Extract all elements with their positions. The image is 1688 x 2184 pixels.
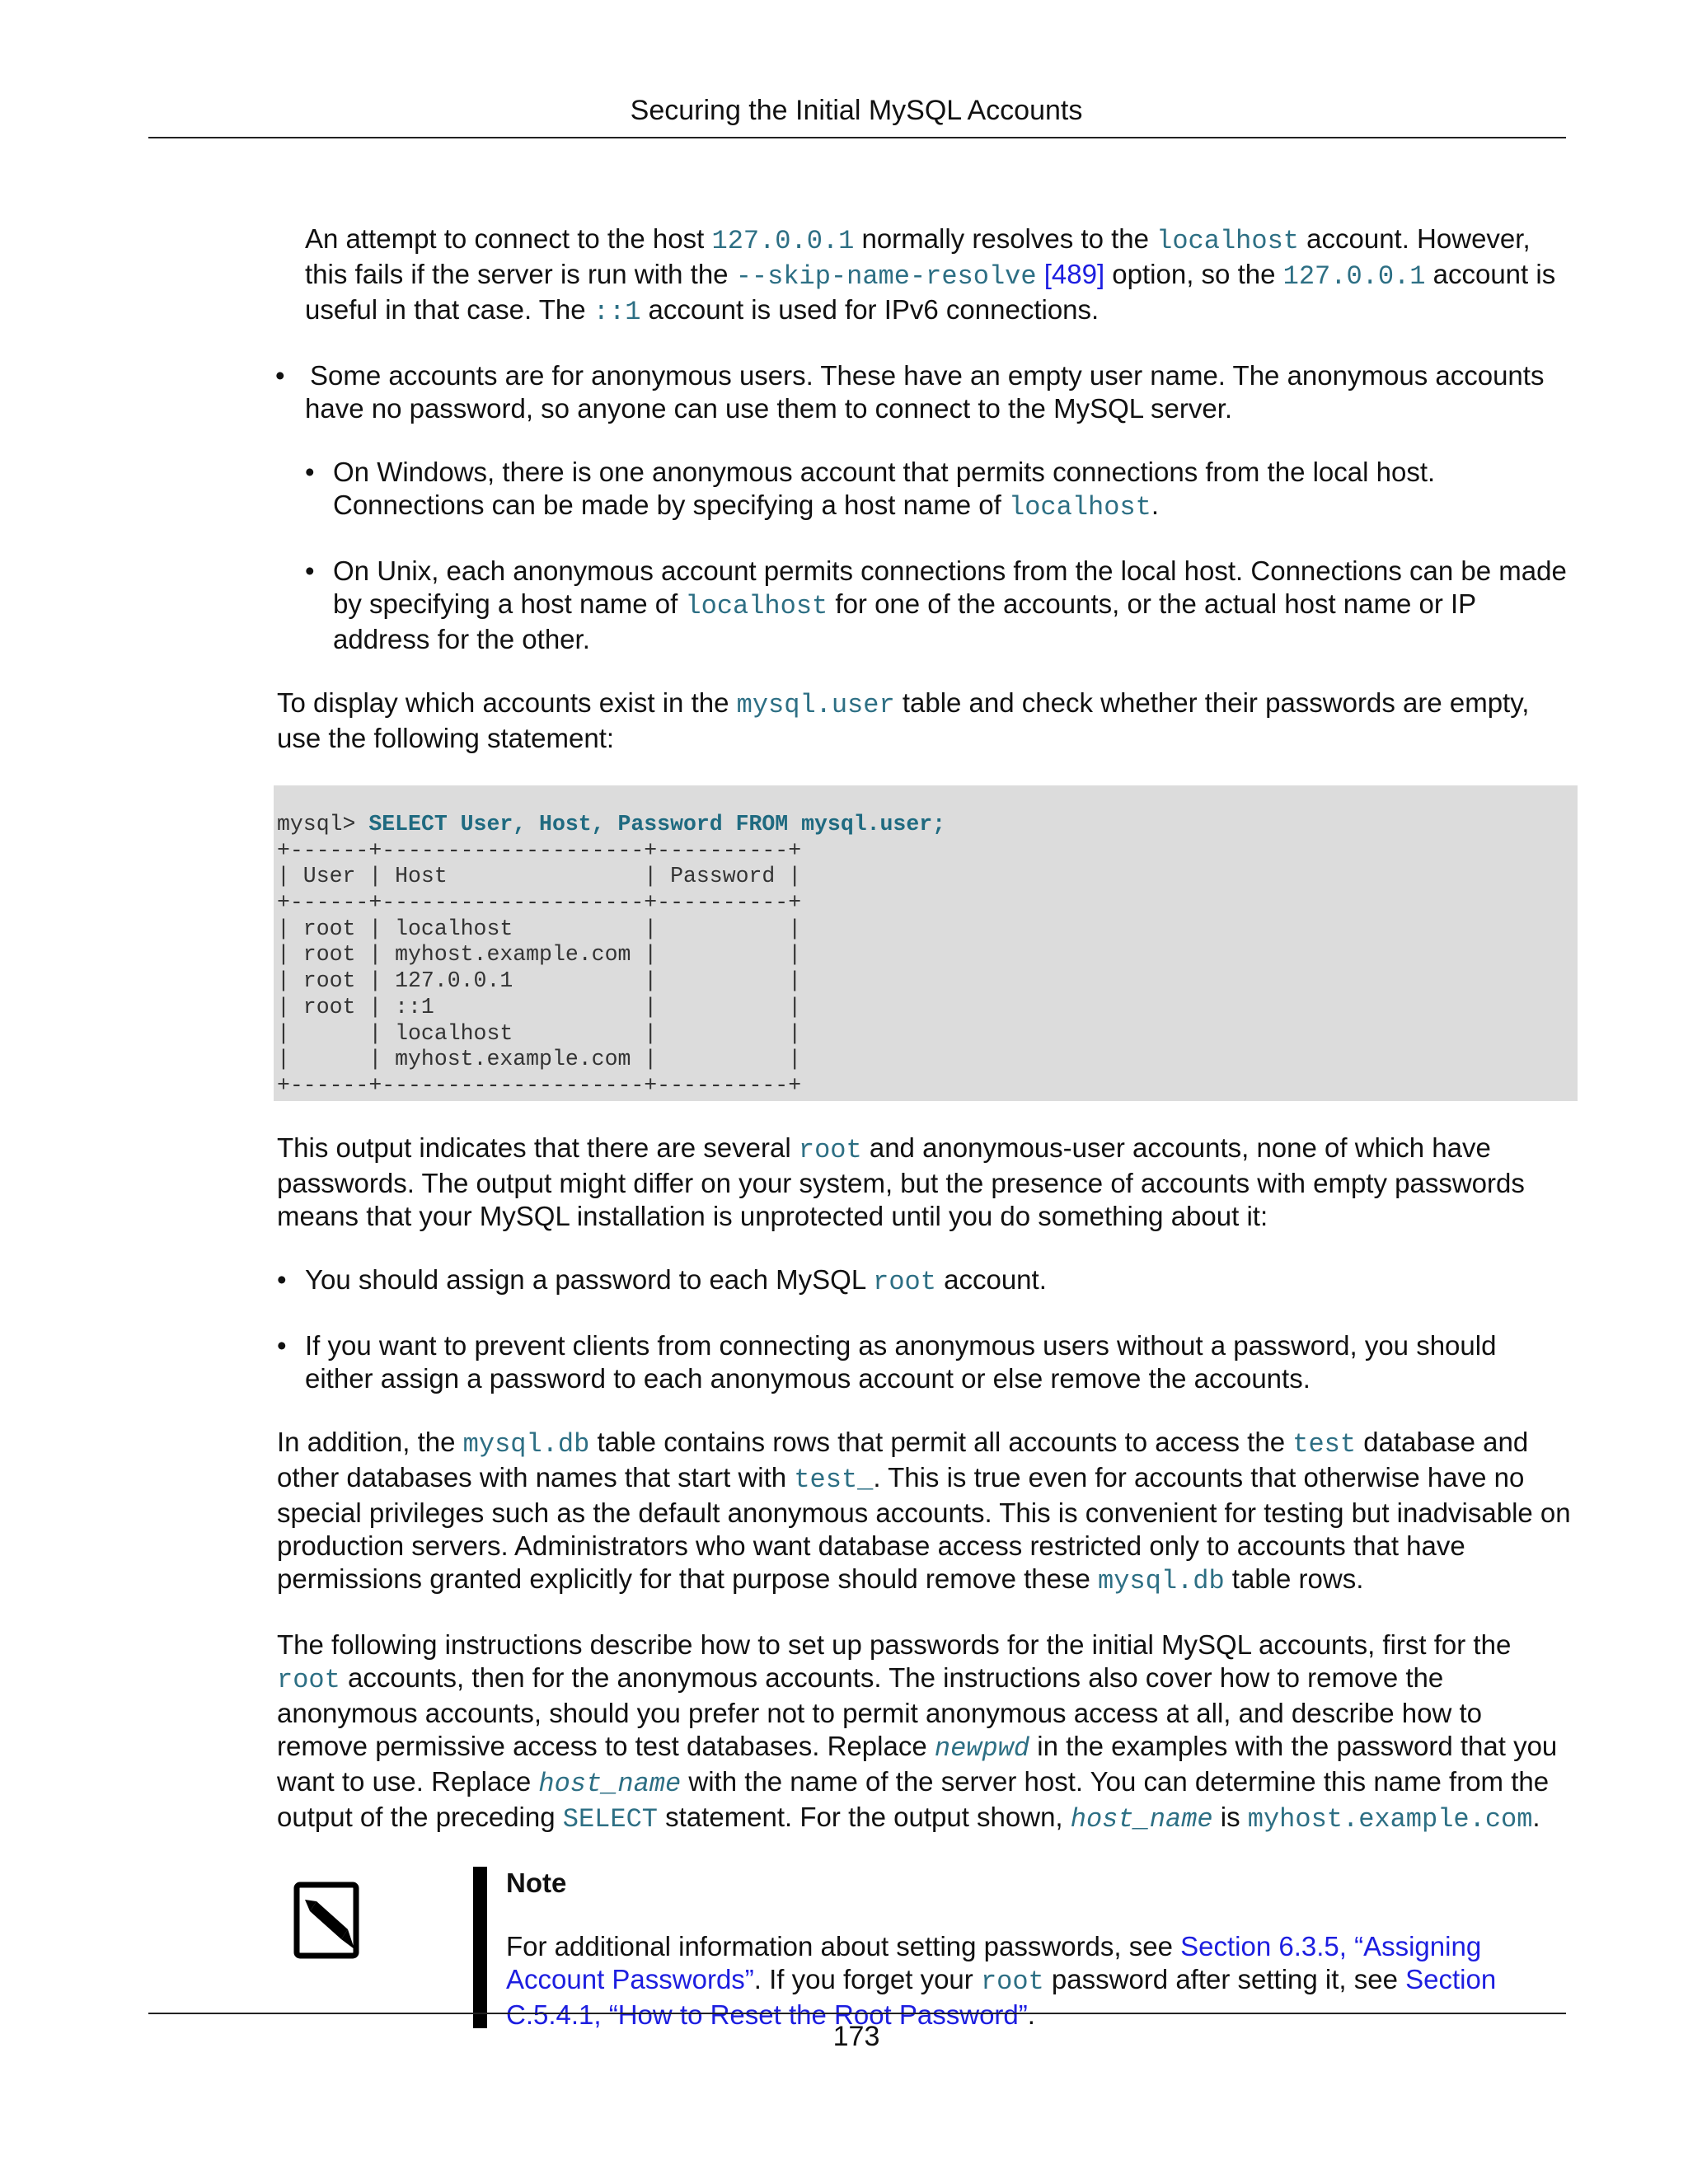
paragraph-localhost-resolution: An attempt to connect to the host 127.0.0.1 normally resolves to the localhost account. However, this fails if the server is run with the --skip-name-resolve [489] option, so the 127.0.0.1 account is useful in that case. The ::1 account is used for IPv6 connections. xyxy=(305,223,1556,327)
code-host-name: host_name xyxy=(538,1768,682,1799)
code-skip-name-resolve-link[interactable]: --skip-name-resolve xyxy=(735,261,1037,292)
program-output-line: +------+--------------------+----------+ xyxy=(277,1072,802,1098)
header-rule xyxy=(148,137,1566,138)
program-sql-statement: SELECT User, Host, Password FROM mysql.user; xyxy=(368,812,946,837)
program-statement-line xyxy=(277,812,1574,838)
paragraph-mysql-db: In addition, the mysql.db table contains rows that permit all accounts to access the test database and other databases with names that start with test_. This is true even for accounts that otherwise have no special privileges such as the default anonymous accounts. This is convenient for testing but inadvisable on production servers. Administrators who want database access restricted only to accounts that have permissions granted explicitly for that purpose should remove these mysql.db table rows. xyxy=(277,1426,1571,1596)
program-output-line: | root | 127.0.0.1 | | xyxy=(277,968,802,994)
code-root: root xyxy=(873,1266,936,1297)
program-prompt: mysql> xyxy=(277,812,369,837)
bullet-mark: • xyxy=(277,1263,287,1295)
program-output-line: | root | ::1 | | xyxy=(277,994,802,1019)
bullet-mark: • xyxy=(275,360,285,391)
note-title: Note xyxy=(506,1867,567,1898)
link-page-489[interactable]: [489] xyxy=(1036,259,1105,289)
code-localhost: localhost xyxy=(1009,492,1151,523)
code-root: root xyxy=(277,1664,340,1695)
code-ipv6: ::1 xyxy=(593,297,641,327)
note-text: For additional information about setting passwords, see Section 6.3.5, “Assigning Account Passwords”. If you forget your root password after setting it, see Section C.5.4.1, “How to Reset the Root Password”. xyxy=(506,1930,1497,2030)
page-content xyxy=(277,223,1571,2032)
program-output-line: | root | myhost.example.com | | xyxy=(277,942,802,968)
footer-rule xyxy=(148,2013,1566,2014)
list-item-assign-root-password: • You should assign a password to each MySQL root account. xyxy=(277,1263,1047,1297)
code-mysql-db: mysql.db xyxy=(462,1428,590,1460)
note-bar xyxy=(473,1867,487,2028)
code-root: root xyxy=(980,1966,1044,1997)
list-item-anonymous-accounts: • Some accounts are for anonymous users. These have an empty user name. The anonymous accounts have no password, so anyone can use them to connect to the MySQL server. xyxy=(275,360,1545,424)
code-host-name-2: host_name xyxy=(1070,1803,1213,1835)
code-select: SELECT xyxy=(562,1803,658,1835)
code-root: root xyxy=(798,1134,862,1165)
bullet-mark: • xyxy=(305,457,315,487)
code-host-ip: 127.0.0.1 xyxy=(711,226,855,256)
paragraph-display-accounts: To display which accounts exist in the mysql.user table and check whether their passwords are empty, use the following statement: xyxy=(277,687,1530,753)
page-number: 173 xyxy=(832,2021,880,2052)
paragraph-output-explanation: This output indicates that there are several root and anonymous-user accounts, none of which have passwords. The output might differ on your system, but the presence of accounts with empty passwords means that your MySQL installation is unprotected until you do something about it: xyxy=(277,1132,1525,1231)
code-host-ip-2: 127.0.0.1 xyxy=(1282,261,1426,292)
list-item-windows: • On Windows, there is one anonymous account that permits connections from the local host. Connections can be made by specifying a host name of localhost. xyxy=(305,457,1436,523)
program-output-line: +------+--------------------+----------+ xyxy=(277,837,802,863)
paragraph-instructions: The following instructions describe how to set up passwords for the initial MySQL accounts, first for the root accounts, then for the anonymous accounts. The instructions also cover how to remove the anonymous accounts, should you prefer not to permit anonymous access at all, and describe how to remove permissive access to test databases. Replace newpwd in the examples with the password that you want to use. Replace host_name with the name of the server host. You can determine this name from the output of the preceding SELECT statement. For the output shown, host_name is myhost.example.com. xyxy=(277,1629,1558,1835)
code-localhost: localhost xyxy=(1156,226,1299,256)
link-reset-root-password[interactable]: Section C.5.4.1, “How to Reset the Root Password” xyxy=(506,1963,1497,2030)
program-output-line: | root | localhost | | xyxy=(277,916,802,941)
program-output-line: +------+--------------------+----------+ xyxy=(277,890,802,916)
link-assigning-account-passwords[interactable]: Section 6.3.5, “Assigning Account Passwords” xyxy=(506,1930,1482,1994)
bullet-mark: • xyxy=(277,1329,287,1361)
program-output-line: | User | Host | Password | xyxy=(277,864,802,889)
list-item-unix: • On Unix, each anonymous account permits connections from the local host. Connections can be made by specifying a host name of localhost for one of the accounts, or the actual host name or IP address for the other. xyxy=(305,555,1567,654)
list-item-prevent-anonymous: • If you want to prevent clients from connecting as anonymous users without a password, you should either assign a password to each anonymous account or else remove the accounts. xyxy=(277,1329,1497,1394)
code-test-prefix: test_ xyxy=(794,1464,874,1495)
program-output-line: | | myhost.example.com | | xyxy=(277,1047,802,1072)
bullet-mark: • xyxy=(305,555,315,586)
code-mysql-user: mysql.user xyxy=(736,690,895,720)
program-listing xyxy=(274,785,1578,1101)
page-header-title: Securing the Initial MySQL Accounts xyxy=(630,95,1083,126)
code-test: test xyxy=(1292,1428,1357,1460)
code-mysql-db-2: mysql.db xyxy=(1098,1565,1225,1596)
note-body xyxy=(506,1867,1561,2032)
code-myhost: myhost.example.com xyxy=(1247,1803,1533,1835)
code-localhost: localhost xyxy=(685,591,828,621)
note-box xyxy=(277,1867,1571,2032)
note-icon xyxy=(293,1882,363,1961)
program-output-line: | | localhost | | xyxy=(277,1020,802,1046)
code-newpwd: newpwd xyxy=(934,1732,1030,1764)
